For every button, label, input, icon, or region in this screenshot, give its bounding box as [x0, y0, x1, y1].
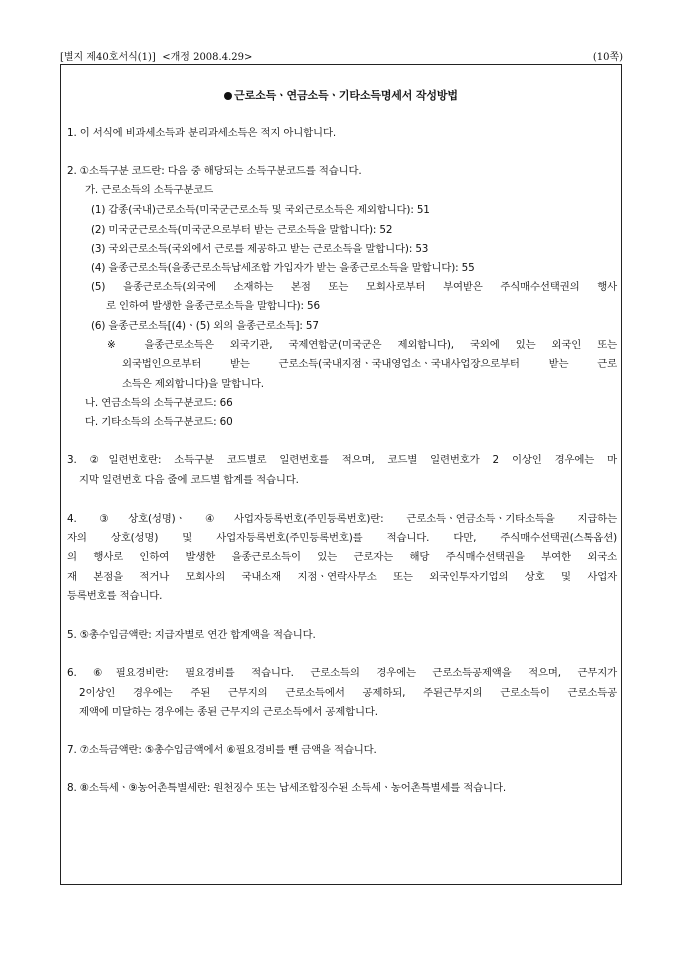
bullet-icon: [224, 92, 232, 100]
instruction-5: 5. ⑤총수입금액란: 지급자별로 연간 합계액을 적습니다.: [67, 629, 316, 641]
form-number-revision: [60, 48, 252, 63]
code-item-2: (2) 미국군근로소득(미국군으로부터 받는 근로소득을 말합니다): 52: [91, 224, 393, 236]
revision-date: <개정 2008.4.29>: [162, 52, 253, 63]
instruction-7: 7. ⑦소득금액란: ⑤총수입금액에서 ⑥필요경비를 뺀 금액을 적습니다.: [67, 744, 377, 756]
code-item-3: (3) 국외근로소득(국외에서 근로를 제공하고 받는 근로소득을 말합니다): 53: [91, 243, 429, 255]
note-line-3: 소득은 제외합니다)을 말합니다.: [122, 378, 264, 390]
note-line-2: 외국법인으로부터 받는 근로소득(국내지점ㆍ국내영업소ㆍ국내사업장으로부터 받는 근로: [122, 358, 617, 370]
instruction-2-b: 나. 연금소득의 소득구분코드: 66: [85, 397, 233, 409]
instruction-3-cont: 지막 일련번호 다음 줄에 코드별 합계를 적습니다.: [79, 474, 299, 486]
instruction-6-cont-2: 제액에 미달하는 경우에는 종된 근무지의 근로소득에서 공제합니다.: [79, 706, 378, 718]
instruction-3: 3. ②일련번호란: 소득구분 코드별로 일련번호를 적으며, 코드별 일련번호가 2 이상인 경우에는 마: [67, 454, 617, 466]
title-text: 근로소득ㆍ연금소득ㆍ기타소득명세서 작성방법: [234, 89, 458, 102]
code-item-1: (1) 갑종(국내)근로소득(미국군근로소득 및 국외근로소득은 제외합니다): 51: [91, 204, 430, 216]
instruction-6-cont-1: 2이상인 경우에는 주된 근무지의 근로소득에서 공제하되, 주된근무지의 근로소득이 근로소득공: [79, 687, 617, 699]
instruction-2: 2. ①소득구분 코드란: 다음 중 해당되는 소득구분코드를 적습니다.: [67, 165, 362, 177]
code-item-5: (5) 을종근로소득(외국에 소재하는 본점 또는 모회사로부터 부여받은 주식매수선택권의 행사: [91, 281, 617, 293]
document-title: [61, 87, 621, 103]
instruction-4: 4. ③상호(성명)ㆍ④사업자등록번호(주민등록번호)란: 근로소득ㆍ연금소득ㆍ기타소득을 지급하는: [67, 513, 617, 525]
instruction-8: 8. ⑧소득세ㆍ⑨농어촌특별세란: 원천징수 또는 납세조합징수된 소득세ㆍ농어촌특별세를 적습니다.: [67, 782, 506, 794]
code-item-5-cont: 로 인하여 발생한 을종근로소득을 말합니다): 56: [106, 300, 320, 312]
instruction-1: 1. 이 서식에 비과세소득과 분리과세소득은 적지 아니합니다.: [67, 127, 336, 139]
form-header: [60, 48, 623, 62]
instruction-4-cont-4: 등록번호를 적습니다.: [67, 590, 163, 602]
instruction-4-cont-2: 의 행사로 인하여 발생한 을종근로소득이 있는 근로자는 해당 주식매수선택권을 부여한 외국소: [67, 551, 617, 563]
code-item-4: (4) 을종근로소득(을종근로소득납세조합 가입자가 받는 을종근로소득을 말합니다): 55: [91, 262, 475, 274]
page-label: (10쪽): [592, 52, 623, 63]
code-item-6: (6) 을종근로소득[(4)ㆍ(5) 외의 을종근로소득]: 57: [91, 320, 319, 332]
instruction-6: 6. ⑥필요경비란: 필요경비를 적습니다. 근로소득의 경우에는 근로소득공제액을 적으며, 근무지가: [67, 667, 617, 679]
instruction-2-c: 다. 기타소득의 소득구분코드: 60: [85, 416, 233, 428]
instruction-4-cont-3: 재 본점을 적거나 모회사의 국내소재 지점ㆍ연락사무소 또는 외국인투자기업의 상호 및 사업자: [67, 571, 617, 583]
note-line-1: ※ 을종근로소득은 외국기관, 국제연합군(미국군은 제외합니다), 국외에 있는 외국인 또는: [107, 339, 617, 351]
instruction-4-cont-1: 자의 상호(성명) 및 사업자등록번호(주민등록번호)를 적습니다. 다만, 주식매수선택권(스톡옵션): [67, 532, 617, 544]
instructions-box: [60, 64, 622, 885]
instruction-2-a: 가. 근로소득의 소득구분코드: [85, 184, 214, 196]
form-number: [별지 제40호서식(1)]: [60, 52, 156, 63]
